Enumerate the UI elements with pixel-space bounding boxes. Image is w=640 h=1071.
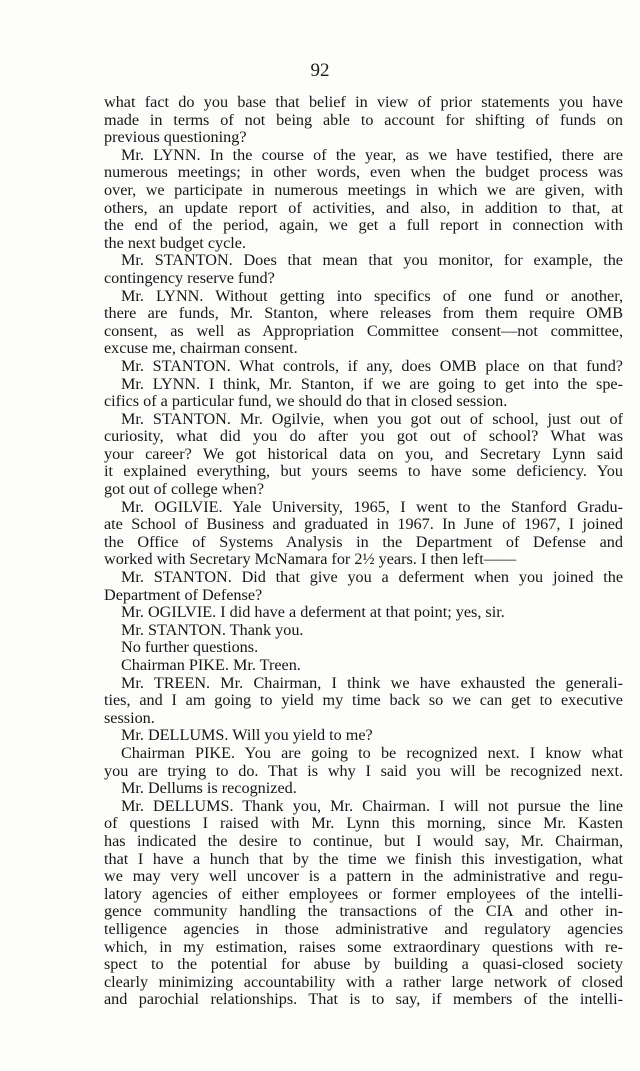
text-line: Mr. LYNN. I think, Mr. Stanton, if we are going to get into the spe- <box>121 375 623 393</box>
text-line: your career? We got historical data on you, and Secretary Lynn said <box>104 445 623 463</box>
page-number: 92 <box>310 60 330 81</box>
text-line: consent, as well as Appropriation Committee consent—not committee, <box>104 322 623 340</box>
text-line: Mr. TREEN. Mr. Chairman, I think we have exhausted the generali- <box>121 674 623 692</box>
text-line: cifics of a particular fund, we should do that in closed session. <box>104 393 508 411</box>
text-line: session. <box>104 709 155 727</box>
text-line: latory agencies of either employees or former employees of the intelli- <box>104 885 623 903</box>
text-line: curiosity, what did you do after you got out of school? What was <box>104 428 623 446</box>
text-line: what fact do you base that belief in view of prior statements you have <box>104 94 623 111</box>
text-line: Mr. STANTON. Mr. Ogilvie, when you got out of school, just out of <box>121 410 623 428</box>
text-line: telligence agencies in those administrative and regulatory agencies <box>104 920 623 938</box>
text-line: Chairman PIKE. Mr. Treen. <box>121 657 301 674</box>
text-line: Mr. STANTON. Thank you. <box>121 621 304 639</box>
text-line: others, an update report of activities, and also, in addition to that, at <box>104 199 623 217</box>
text-line: and parochial relationships. That is to say, if members of the intelli- <box>104 991 623 1009</box>
text-line: previous questioning? <box>104 129 247 147</box>
text-line: Mr. LYNN. In the course of the year, as we have testified, there are <box>121 146 623 164</box>
text-line: Mr. STANTON. What controls, if any, does OMB place on that fund? <box>121 357 623 375</box>
text-line: the end of the period, again, we get a full report in connection with <box>104 217 623 235</box>
text-line: contingency reserve fund? <box>104 269 275 287</box>
text-line: we may very well uncover is a pattern in the administrative and regu- <box>104 868 623 886</box>
text-line: No further questions. <box>121 639 259 657</box>
text-line: which, in my estimation, raises some extraordinary questions with re- <box>104 938 623 956</box>
text-line: of questions I raised with Mr. Lynn this morning, since Mr. Kasten <box>104 815 623 833</box>
text-line: Mr. DELLUMS. Thank you, Mr. Chairman. I will not pursue the line <box>121 797 623 815</box>
text-line: Mr. DELLUMS. Will you yield to me? <box>121 727 373 745</box>
text-line: you are trying to do. That is why I said you will be recognized next. <box>104 762 623 780</box>
text-line: Mr. LYNN. Without getting into specifics of one fund or another, <box>121 287 623 305</box>
text-line: Mr. STANTON. Does that mean that you monitor, for example, the <box>121 252 623 270</box>
text-line: excuse me, chairman consent. <box>104 340 298 358</box>
text-line: Chairman PIKE. You are going to be recognized next. I know what <box>121 744 623 762</box>
text-line: clearly minimizing accountability with a rather large network of closed <box>104 973 623 991</box>
text-line: Mr. Dellums is recognized. <box>121 780 297 798</box>
text-line: Mr. OGILVIE. Yale University, 1965, I went to the Stanford Gradu- <box>121 498 623 516</box>
text-line: numerous meetings; in other words, even when the budget process was <box>104 164 623 182</box>
hearing-transcript-text <box>104 94 623 1009</box>
text-line: that I have a hunch that by the time we finish this investigation, what <box>104 850 623 868</box>
text-line: the Office of Systems Analysis in the Department of Defense and <box>104 533 623 551</box>
text-line: Department of Defense? <box>104 586 263 604</box>
text-line: there are funds, Mr. Stanton, where releases from them require OMB <box>104 305 623 323</box>
text-line: has indicated the desire to continue, but I would say, Mr. Chairman, <box>104 832 623 850</box>
text-line: made in terms of not being able to account for shifting of funds on <box>104 111 623 129</box>
text-line: Mr. STANTON. Did that give you a deferment when you joined the <box>121 569 623 587</box>
text-line: worked with Secretary McNamara for 2½ years. I then left—— <box>104 551 517 569</box>
text-line: ties, and I am going to yield my time back so we can get to executive <box>104 692 623 710</box>
text-line: ate School of Business and graduated in 1967. In June of 1967, I joined <box>104 516 623 534</box>
text-line: it explained everything, but yours seems to have some deficiency. You <box>104 463 623 481</box>
text-line: the next budget cycle. <box>104 234 247 252</box>
text-line: got out of college when? <box>104 481 265 499</box>
text-line: gence community handling the transactions of the CIA and other in- <box>104 903 623 921</box>
text-line: Mr. OGILVIE. I did have a deferment at that point; yes, sir. <box>121 604 505 622</box>
text-line: spect to the potential for abuse by building a quasi-closed society <box>104 956 623 974</box>
text-line: over, we participate in numerous meetings in which we are given, with <box>104 181 623 199</box>
